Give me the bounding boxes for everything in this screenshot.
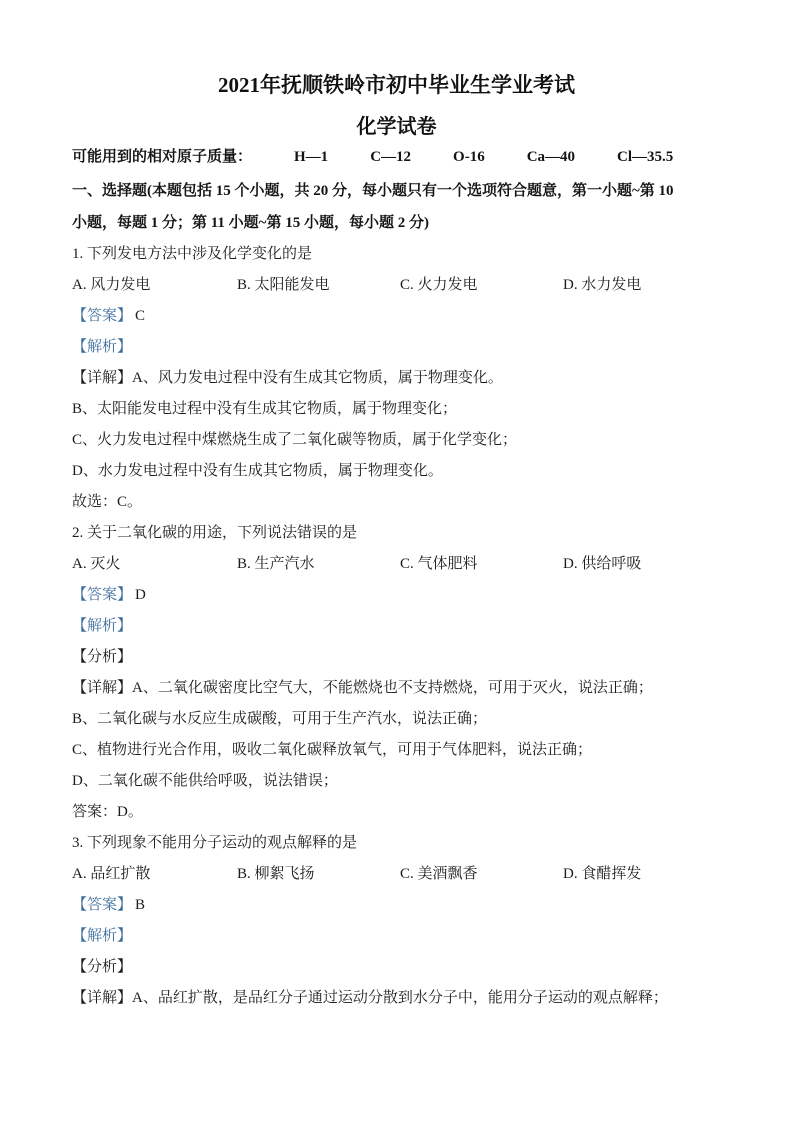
option-d: D. 水力发电	[563, 277, 642, 293]
section-heading-line-2: 小题，每题 1 分；第 11 小题~第 15 小题，每小题 2 分)	[72, 215, 429, 231]
answer-value: B	[135, 897, 146, 913]
answer-line	[72, 301, 721, 332]
atomic-mass-line	[72, 142, 721, 173]
section-heading-line-1: 一、选择题(本题包括 15 个小题，共 20 分，每小题只有一个选项符合题意，第一小题~第 10	[72, 183, 674, 199]
answer-line	[72, 580, 721, 611]
atomic-mass-o: O-16	[453, 149, 485, 165]
option-b: B. 柳絮飞扬	[237, 866, 315, 882]
analysis-label: 【分析】	[72, 649, 133, 665]
question-block-1	[72, 239, 721, 518]
option-c: C. 火力发电	[400, 277, 478, 293]
atomic-mass-label: 可能用到的相对原子质量：	[72, 149, 253, 165]
conclusion-line: 故选：C。	[72, 494, 143, 510]
answer-value: D	[135, 587, 146, 603]
question-stem: 3. 下列现象不能用分子运动的观点解释的是	[72, 835, 358, 851]
options-row	[72, 859, 721, 890]
answer-label: 【答案】	[72, 897, 133, 913]
option-c: C. 美酒飘香	[400, 866, 478, 882]
option-c: C. 气体肥料	[400, 556, 478, 572]
answer-line	[72, 890, 721, 921]
option-a: A. 灭火	[72, 556, 121, 572]
detail-line: 【详解】A、风力发电过程中没有生成其它物质，属于物理变化。	[72, 370, 503, 386]
option-b: B. 生产汽水	[237, 556, 315, 572]
question-stem: 1. 下列发电方法中涉及化学变化的是	[72, 246, 313, 262]
option-d: D. 食醋挥发	[563, 866, 642, 882]
answer-label: 【答案】	[72, 308, 133, 324]
option-a: A. 风力发电	[72, 277, 151, 293]
option-d: D. 供给呼吸	[563, 556, 642, 572]
detail-line: B、太阳能发电过程中没有生成其它物质，属于物理变化；	[72, 401, 458, 417]
explanation-label: 【解析】	[72, 928, 133, 944]
question-stem: 2. 关于二氧化碳的用途，下列说法错误的是	[72, 525, 358, 541]
options-row	[72, 270, 721, 301]
detail-line: D、二氧化碳不能供给呼吸，说法错误；	[72, 773, 338, 789]
analysis-label: 【分析】	[72, 959, 133, 975]
atomic-mass-cl: Cl—35.5	[617, 149, 674, 165]
detail-line: D、水力发电过程中没有生成其它物质，属于物理变化。	[72, 463, 443, 479]
options-row	[72, 549, 721, 580]
detail-line: 【详解】A、二氧化碳密度比空气大，不能燃烧也不支持燃烧，可用于灭火，说法正确；	[72, 680, 653, 696]
atomic-mass-h: H—1	[294, 149, 329, 165]
conclusion-line: 答案：D。	[72, 804, 143, 820]
option-b: B. 太阳能发电	[237, 277, 330, 293]
detail-line: C、火力发电过程中煤燃烧生成了二氧化碳等物质，属于化学变化；	[72, 432, 518, 448]
answer-label: 【答案】	[72, 587, 133, 603]
exam-subtitle: 化学试卷	[356, 116, 437, 138]
answer-value: C	[135, 308, 146, 324]
atomic-mass-c: C—12	[370, 149, 412, 165]
detail-line: B、二氧化碳与水反应生成碳酸，可用于生产汽水，说法正确；	[72, 711, 488, 727]
atomic-mass-ca: Ca—40	[526, 149, 576, 165]
detail-line: C、植物进行光合作用，吸收二氧化碳释放氧气，可用于气体肥料，说法正确；	[72, 742, 593, 758]
explanation-label: 【解析】	[72, 618, 133, 634]
detail-line: 【详解】A、品红扩散，是品红分子通过运动分散到水分子中，能用分子运动的观点解释；	[72, 990, 668, 1006]
question-block-2	[72, 518, 721, 828]
question-block-3	[72, 828, 721, 1014]
option-a: A. 品红扩散	[72, 866, 151, 882]
exam-title: 2021年抚顺铁岭市初中毕业生学业考试	[218, 73, 575, 97]
explanation-label: 【解析】	[72, 339, 133, 355]
